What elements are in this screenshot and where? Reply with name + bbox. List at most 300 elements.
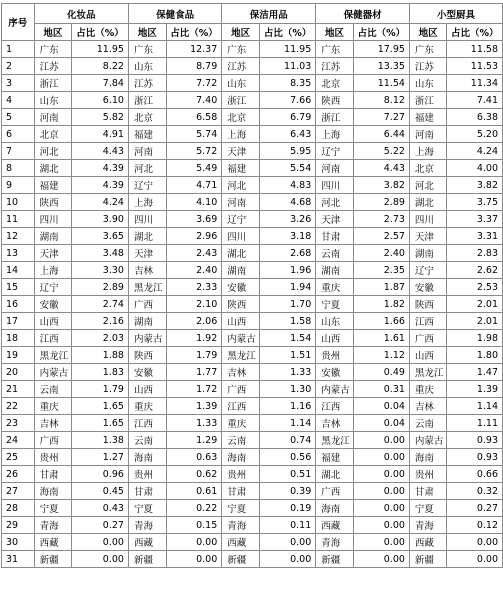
share-cell: 2.10 (166, 296, 222, 313)
table-row (2, 551, 503, 568)
share-cell: 3.65 (72, 228, 129, 245)
region-cell: 北京 (128, 109, 166, 126)
share-cell: 6.44 (353, 126, 409, 143)
region-cell: 陕西 (222, 296, 260, 313)
share-cell: 1.39 (166, 398, 222, 415)
region-cell: 贵州 (128, 466, 166, 483)
region-cell: 河北 (316, 194, 354, 211)
row-number: 26 (2, 466, 35, 483)
region-cell: 上海 (222, 126, 260, 143)
region-cell: 吉林 (34, 415, 72, 432)
region-cell: 云南 (222, 432, 260, 449)
share-cell: 1.79 (72, 381, 129, 398)
region-cell: 黑龙江 (34, 347, 72, 364)
share-cell: 4.24 (447, 143, 503, 160)
table-row (2, 245, 503, 262)
share-cell: 0.00 (72, 551, 129, 568)
share-cell: 8.22 (72, 58, 129, 75)
share-cell: 7.41 (447, 92, 503, 109)
share-cell: 1.88 (72, 347, 129, 364)
region-cell: 吉林 (128, 262, 166, 279)
row-number: 8 (2, 160, 35, 177)
share-cell: 0.74 (260, 432, 316, 449)
table-row (2, 500, 503, 517)
share-cell: 2.33 (166, 279, 222, 296)
region-cell: 北京 (316, 75, 354, 92)
region-cell: 贵州 (222, 466, 260, 483)
region-cell: 江苏 (316, 58, 354, 75)
table-row (2, 279, 503, 296)
share-cell: 0.00 (353, 432, 409, 449)
region-cell: 广西 (128, 296, 166, 313)
table-row (2, 41, 503, 58)
region-cell: 重庆 (34, 398, 72, 415)
share-cell: 1.77 (166, 364, 222, 381)
share-cell: 0.63 (166, 449, 222, 466)
table-row (2, 381, 503, 398)
region-cell: 安徽 (34, 296, 72, 313)
region-cell: 新疆 (128, 551, 166, 568)
region-cell: 吉林 (222, 364, 260, 381)
region-cell: 青海 (128, 517, 166, 534)
region-cell: 天津 (128, 245, 166, 262)
row-number: 25 (2, 449, 35, 466)
region-cell: 云南 (316, 245, 354, 262)
region-cell: 湖北 (409, 194, 447, 211)
share-cell: 1.29 (166, 432, 222, 449)
share-cell: 7.84 (72, 75, 129, 92)
region-cell: 河南 (128, 143, 166, 160)
share-cell: 0.93 (447, 432, 503, 449)
share-cell: 3.75 (447, 194, 503, 211)
region-cell: 河北 (34, 143, 72, 160)
row-number: 10 (2, 194, 35, 211)
region-cell: 山西 (128, 381, 166, 398)
share-cell: 5.74 (166, 126, 222, 143)
share-cell: 2.89 (72, 279, 129, 296)
share-cell: 11.34 (447, 75, 503, 92)
category-header-row (2, 4, 503, 24)
region-cell: 甘肃 (316, 228, 354, 245)
region-cell: 黑龙江 (222, 347, 260, 364)
share-cell: 0.56 (260, 449, 316, 466)
sub-header-row (2, 24, 503, 41)
share-cell: 6.79 (260, 109, 316, 126)
table-row (2, 347, 503, 364)
share-cell: 0.00 (353, 500, 409, 517)
region-cell: 辽宁 (222, 211, 260, 228)
share-cell: 2.73 (353, 211, 409, 228)
share-cell: 0.27 (447, 500, 503, 517)
share-cell: 1.65 (72, 415, 129, 432)
row-number: 16 (2, 296, 35, 313)
share-cell: 1.33 (166, 415, 222, 432)
table-row (2, 75, 503, 92)
share-cell: 0.04 (353, 398, 409, 415)
share-cell: 1.98 (447, 330, 503, 347)
share-cell: 0.51 (260, 466, 316, 483)
region-cell: 天津 (316, 211, 354, 228)
share-cell: 5.20 (447, 126, 503, 143)
table-row (2, 126, 503, 143)
share-header: 占比（%） (447, 24, 503, 41)
share-cell: 4.39 (72, 160, 129, 177)
share-cell: 1.66 (353, 313, 409, 330)
row-number: 11 (2, 211, 35, 228)
share-cell: 0.00 (72, 534, 129, 551)
share-header: 占比（%） (260, 24, 316, 41)
table-row (2, 296, 503, 313)
region-cell: 吉林 (409, 398, 447, 415)
region-cell: 山东 (34, 92, 72, 109)
region-cell: 山东 (316, 313, 354, 330)
region-cell: 广西 (34, 432, 72, 449)
share-cell: 5.72 (166, 143, 222, 160)
region-cell: 河南 (409, 126, 447, 143)
region-cell: 青海 (409, 517, 447, 534)
region-cell: 海南 (222, 449, 260, 466)
share-cell: 0.96 (72, 466, 129, 483)
region-cell: 天津 (34, 245, 72, 262)
share-cell: 11.03 (260, 58, 316, 75)
share-header: 占比（%） (166, 24, 222, 41)
share-cell: 0.66 (447, 466, 503, 483)
share-cell: 1.38 (72, 432, 129, 449)
region-cell: 上海 (34, 262, 72, 279)
share-header: 占比（%） (72, 24, 129, 41)
share-cell: 0.00 (447, 551, 503, 568)
share-cell: 5.82 (72, 109, 129, 126)
region-cell: 云南 (409, 415, 447, 432)
table-body (2, 41, 503, 568)
region-cell: 海南 (34, 483, 72, 500)
share-cell: 3.69 (166, 211, 222, 228)
share-cell: 2.40 (353, 245, 409, 262)
region-cell: 河南 (222, 194, 260, 211)
region-cell: 湖北 (222, 245, 260, 262)
share-cell: 1.72 (166, 381, 222, 398)
region-cell: 上海 (128, 194, 166, 211)
region-cell: 西藏 (34, 534, 72, 551)
region-cell: 福建 (222, 160, 260, 177)
region-cell: 内蒙古 (316, 381, 354, 398)
region-cell: 甘肃 (409, 483, 447, 500)
region-cell: 浙江 (128, 92, 166, 109)
region-cell: 内蒙古 (128, 330, 166, 347)
region-cell: 浙江 (316, 109, 354, 126)
region-cell: 内蒙古 (34, 364, 72, 381)
category-header: 保健食品 (128, 4, 221, 24)
region-cell: 陕西 (128, 347, 166, 364)
region-cell: 广东 (409, 41, 447, 58)
share-cell: 1.82 (353, 296, 409, 313)
share-cell: 7.40 (166, 92, 222, 109)
region-cell: 山西 (222, 313, 260, 330)
share-cell: 4.83 (260, 177, 316, 194)
region-cell: 上海 (409, 143, 447, 160)
share-cell: 1.83 (72, 364, 129, 381)
region-cell: 四川 (34, 211, 72, 228)
share-cell: 2.16 (72, 313, 129, 330)
share-cell: 4.24 (72, 194, 129, 211)
share-cell: 6.58 (166, 109, 222, 126)
region-cell: 广东 (316, 41, 354, 58)
table-row (2, 177, 503, 194)
row-number: 15 (2, 279, 35, 296)
row-number: 29 (2, 517, 35, 534)
region-cell: 青海 (34, 517, 72, 534)
share-cell: 1.30 (260, 381, 316, 398)
share-cell: 3.26 (260, 211, 316, 228)
share-cell: 11.58 (447, 41, 503, 58)
share-cell: 17.95 (353, 41, 409, 58)
table-row (2, 534, 503, 551)
region-cell: 辽宁 (409, 262, 447, 279)
share-cell: 0.00 (447, 534, 503, 551)
share-cell: 0.31 (353, 381, 409, 398)
region-cell: 内蒙古 (409, 432, 447, 449)
row-number: 5 (2, 109, 35, 126)
table-row (2, 432, 503, 449)
share-cell: 0.19 (260, 500, 316, 517)
region-cell: 宁夏 (316, 296, 354, 313)
region-cell: 新疆 (222, 551, 260, 568)
region-cell: 青海 (316, 534, 354, 551)
row-number: 24 (2, 432, 35, 449)
region-cell: 新疆 (316, 551, 354, 568)
table-row (2, 143, 503, 160)
share-cell: 11.95 (72, 41, 129, 58)
share-cell: 3.37 (447, 211, 503, 228)
region-cell: 广东 (222, 41, 260, 58)
region-cell: 四川 (316, 177, 354, 194)
region-cell: 安徽 (409, 279, 447, 296)
share-cell: 1.51 (260, 347, 316, 364)
region-cell: 湖北 (128, 228, 166, 245)
share-cell: 0.00 (353, 466, 409, 483)
share-cell: 2.74 (72, 296, 129, 313)
share-cell: 0.00 (260, 534, 316, 551)
share-cell: 12.37 (166, 41, 222, 58)
table-row (2, 194, 503, 211)
region-cell: 陕西 (409, 296, 447, 313)
region-cell: 江苏 (409, 58, 447, 75)
share-cell: 0.11 (260, 517, 316, 534)
share-cell: 1.54 (260, 330, 316, 347)
share-cell: 0.22 (166, 500, 222, 517)
share-cell: 1.58 (260, 313, 316, 330)
share-cell: 1.47 (447, 364, 503, 381)
share-cell: 0.61 (166, 483, 222, 500)
region-cell: 贵州 (34, 449, 72, 466)
share-cell: 2.03 (72, 330, 129, 347)
region-cell: 北京 (409, 160, 447, 177)
share-cell: 8.12 (353, 92, 409, 109)
share-cell: 0.39 (260, 483, 316, 500)
region-cell: 江西 (34, 330, 72, 347)
region-cell: 新疆 (34, 551, 72, 568)
share-cell: 0.00 (260, 551, 316, 568)
region-cell: 四川 (128, 211, 166, 228)
share-cell: 1.12 (353, 347, 409, 364)
row-number: 6 (2, 126, 35, 143)
region-cell: 贵州 (316, 347, 354, 364)
share-cell: 2.01 (447, 296, 503, 313)
share-cell: 5.95 (260, 143, 316, 160)
table-row (2, 466, 503, 483)
region-cell: 重庆 (409, 381, 447, 398)
share-cell: 5.54 (260, 160, 316, 177)
share-cell: 1.96 (260, 262, 316, 279)
row-number: 2 (2, 58, 35, 75)
share-cell: 1.33 (260, 364, 316, 381)
table-row (2, 160, 503, 177)
region-cell: 重庆 (128, 398, 166, 415)
region-cell: 河北 (128, 160, 166, 177)
region-header: 地区 (409, 24, 447, 41)
region-cell: 辽宁 (128, 177, 166, 194)
row-number: 22 (2, 398, 35, 415)
share-cell: 0.00 (353, 449, 409, 466)
share-cell: 0.49 (353, 364, 409, 381)
share-cell: 1.94 (260, 279, 316, 296)
table-row (2, 109, 503, 126)
region-cell: 浙江 (222, 92, 260, 109)
table-row (2, 398, 503, 415)
share-cell: 1.87 (353, 279, 409, 296)
share-cell: 4.43 (353, 160, 409, 177)
share-cell: 0.43 (72, 500, 129, 517)
region-cell: 江苏 (128, 75, 166, 92)
share-cell: 2.01 (447, 313, 503, 330)
share-cell: 2.43 (166, 245, 222, 262)
region-cell: 江西 (316, 398, 354, 415)
table-row (2, 415, 503, 432)
share-cell: 3.82 (447, 177, 503, 194)
region-cell: 广东 (34, 41, 72, 58)
share-cell: 0.00 (353, 534, 409, 551)
share-cell: 3.18 (260, 228, 316, 245)
row-number: 31 (2, 551, 35, 568)
table-row (2, 262, 503, 279)
share-cell: 4.71 (166, 177, 222, 194)
share-cell: 8.79 (166, 58, 222, 75)
region-cell: 西藏 (409, 534, 447, 551)
share-cell: 4.00 (447, 160, 503, 177)
row-number: 18 (2, 330, 35, 347)
region-cell: 贵州 (409, 466, 447, 483)
region-cell: 西藏 (128, 534, 166, 551)
share-cell: 1.11 (447, 415, 503, 432)
region-cell: 青海 (222, 517, 260, 534)
share-cell: 1.27 (72, 449, 129, 466)
region-header: 地区 (128, 24, 166, 41)
share-cell: 3.30 (72, 262, 129, 279)
region-cell: 辽宁 (34, 279, 72, 296)
region-cell: 山东 (409, 75, 447, 92)
region-cell: 福建 (34, 177, 72, 194)
category-header: 化妆品 (34, 4, 128, 24)
region-cell: 安徽 (222, 279, 260, 296)
share-cell: 0.93 (447, 449, 503, 466)
share-cell: 1.92 (166, 330, 222, 347)
region-cell: 山西 (409, 347, 447, 364)
region-cell: 广西 (316, 483, 354, 500)
row-number: 9 (2, 177, 35, 194)
share-cell: 11.54 (353, 75, 409, 92)
region-cell: 天津 (409, 228, 447, 245)
share-cell: 4.39 (72, 177, 129, 194)
region-cell: 安徽 (128, 364, 166, 381)
region-cell: 福建 (128, 126, 166, 143)
region-cell: 宁夏 (128, 500, 166, 517)
share-cell: 2.83 (447, 245, 503, 262)
region-cell: 湖南 (409, 245, 447, 262)
share-cell: 1.16 (260, 398, 316, 415)
share-cell: 3.82 (353, 177, 409, 194)
share-cell: 0.32 (447, 483, 503, 500)
region-cell: 四川 (222, 228, 260, 245)
share-cell: 5.49 (166, 160, 222, 177)
region-cell: 甘肃 (34, 466, 72, 483)
region-cell: 云南 (128, 432, 166, 449)
row-number: 21 (2, 381, 35, 398)
region-header: 地区 (34, 24, 72, 41)
row-number: 3 (2, 75, 35, 92)
region-cell: 海南 (409, 449, 447, 466)
region-cell: 重庆 (222, 415, 260, 432)
share-cell: 1.79 (166, 347, 222, 364)
share-cell: 7.27 (353, 109, 409, 126)
share-cell: 0.15 (166, 517, 222, 534)
region-header: 地区 (222, 24, 260, 41)
row-number: 28 (2, 500, 35, 517)
category-header: 小型厨具 (409, 4, 502, 24)
share-cell: 2.62 (447, 262, 503, 279)
share-cell: 0.00 (353, 517, 409, 534)
region-cell: 广西 (222, 381, 260, 398)
share-cell: 4.10 (166, 194, 222, 211)
table-row (2, 58, 503, 75)
share-cell: 2.57 (353, 228, 409, 245)
region-cell: 河南 (34, 109, 72, 126)
share-cell: 4.91 (72, 126, 129, 143)
table-row (2, 483, 503, 500)
region-cell: 黑龙江 (409, 364, 447, 381)
region-cell: 湖南 (222, 262, 260, 279)
region-cell: 宁夏 (34, 500, 72, 517)
share-cell: 11.95 (260, 41, 316, 58)
region-cell: 河北 (409, 177, 447, 194)
category-header: 保洁用品 (222, 4, 316, 24)
region-cell: 江西 (409, 313, 447, 330)
region-cell: 江苏 (34, 58, 72, 75)
row-number: 12 (2, 228, 35, 245)
region-cell: 湖南 (34, 228, 72, 245)
ranking-table (1, 3, 503, 568)
share-cell: 3.48 (72, 245, 129, 262)
share-cell: 2.40 (166, 262, 222, 279)
region-cell: 四川 (409, 211, 447, 228)
row-number: 14 (2, 262, 35, 279)
share-cell: 11.53 (447, 58, 503, 75)
table-row (2, 449, 503, 466)
region-cell: 江苏 (222, 58, 260, 75)
region-cell: 湖北 (34, 160, 72, 177)
share-cell: 0.45 (72, 483, 129, 500)
row-number: 19 (2, 347, 35, 364)
share-cell: 4.68 (260, 194, 316, 211)
